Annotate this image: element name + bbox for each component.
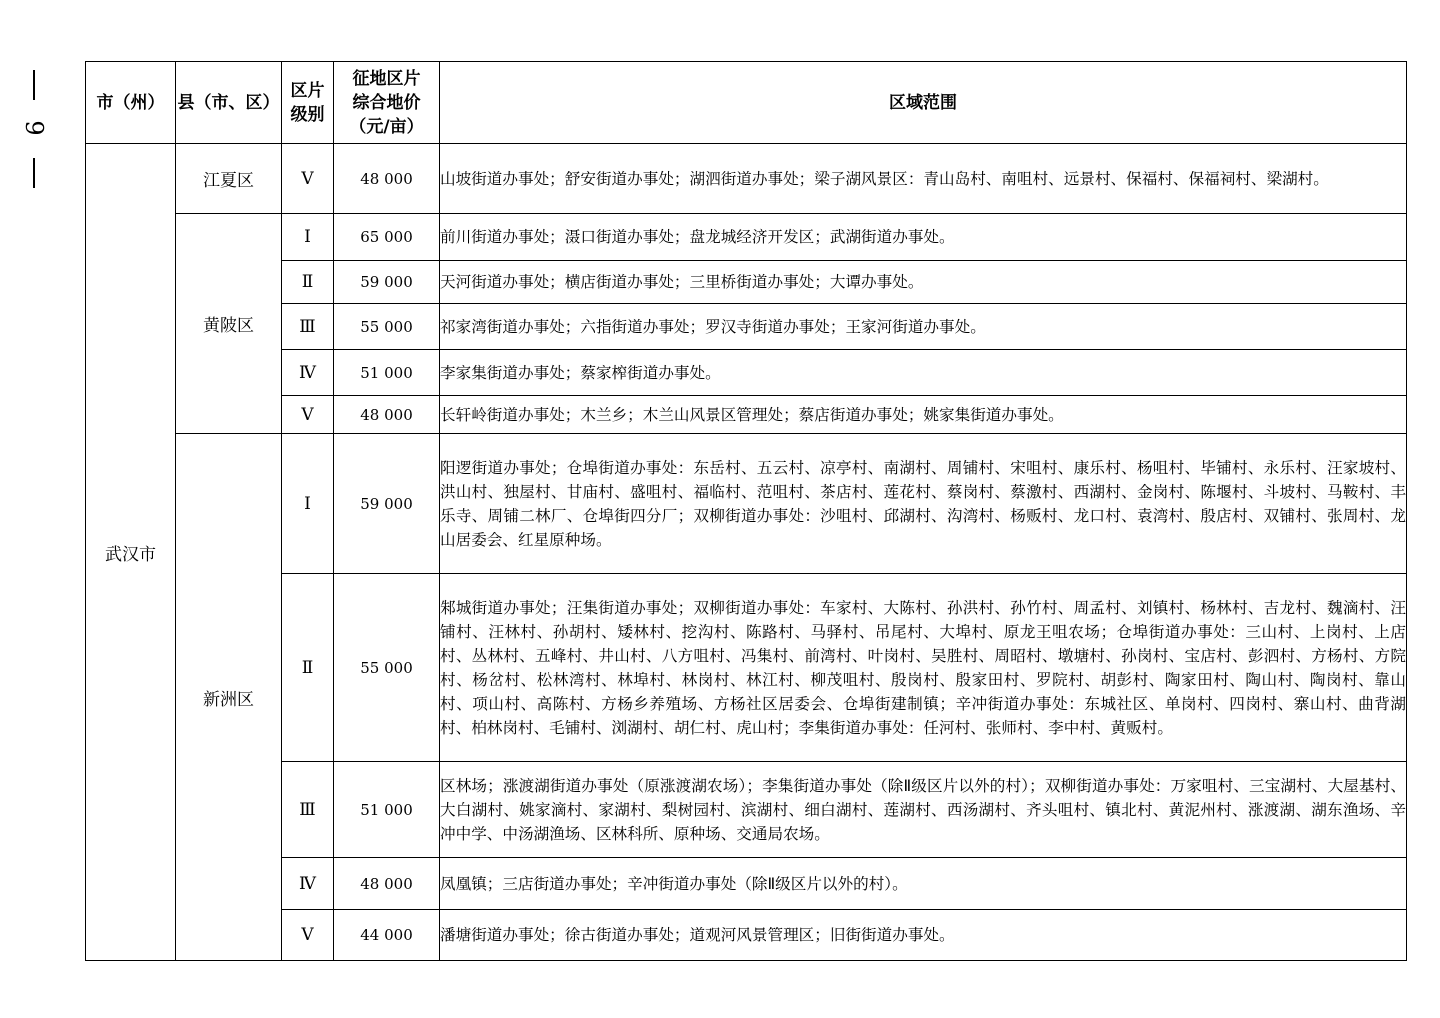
table-row [86, 214, 1407, 261]
price-cell: 44 000 [334, 910, 440, 961]
level-cell: Ⅲ [282, 762, 334, 858]
level-cell: Ⅴ [282, 396, 334, 434]
table-row [86, 910, 1407, 961]
range-cell: 潘塘街道办事处；徐古街道办事处；道观河风景管理区；旧街街道办事处。 [440, 910, 1407, 961]
header-city: 市（州） [86, 62, 176, 144]
range-cell: 长轩岭街道办事处；木兰乡；木兰山风景区管理处；蔡店街道办事处；姚家集街道办事处。 [440, 396, 1407, 434]
page-number [14, 70, 54, 190]
price-cell: 51 000 [334, 762, 440, 858]
county-cell: 江夏区 [176, 144, 282, 214]
header-price-line3: （元/亩） [349, 116, 424, 137]
price-cell: 48 000 [334, 858, 440, 910]
price-cell: 59 000 [334, 434, 440, 574]
table-row [86, 144, 1407, 214]
table-row [86, 350, 1407, 396]
range-cell: 凤凰镇；三店街道办事处；辛冲街道办事处（除Ⅱ级区片以外的村）。 [440, 858, 1407, 910]
range-cell: 区林场；涨渡湖街道办事处（原涨渡湖农场）；李集街道办事处（除Ⅱ级区片以外的村）；双柳街道办事处：万家咀村、三宝湖村、大屋基村、大白湖村、姚家滴村、家湖村、梨树园村、滨湖村、细白湖村、莲湖村、西汤湖村、齐头咀村、镇北村、黄泥州村、涨渡湖、湖东渔场、辛冲中学、中汤湖渔场、区林科所、原种场、交通局农场。 [440, 762, 1407, 858]
level-cell: Ⅳ [282, 350, 334, 396]
price-cell: 55 000 [334, 574, 440, 762]
level-cell: Ⅳ [282, 858, 334, 910]
header-level-line2: 级别 [290, 104, 325, 125]
range-cell: 邾城街道办事处；汪集街道办事处；双柳街道办事处：车家村、大陈村、孙洪村、孙竹村、周孟村、刘镇村、杨林村、吉龙村、魏滴村、汪铺村、汪林村、孙胡村、矮林村、挖沟村、陈路村、马驿村、吊尾村、大埠村、原龙王咀农场；仓埠街道办事处：三山村、上岗村、上店村、丛林村、五峰村、井山村、八方咀村、冯集村、前湾村、叶岗村、吴胜村、周昭村、墩塘村、孙岗村、宝店村、彭泗村、方杨村、方院村、杨岔村、松林湾村、林埠村、林岗村、林江村、柳茂咀村、殷岗村、殷家田村、罗院村、胡彭村、陶家田村、陶山村、陶岗村、靠山村、项山村、高陈村、方杨乡养殖场、方杨社区居委会、仓埠街建制镇；辛冲街道办事处：东城社区、单岗村、四岗村、寨山村、曲背湖村、柏林岗村、毛铺村、浏湖村、胡仁村、虎山村；李集街道办事处：任河村、张师村、李中村、黄贩村。 [440, 574, 1407, 762]
county-cell: 黄陂区 [176, 214, 282, 434]
header-range: 区域范围 [440, 62, 1407, 144]
level-cell: Ⅰ [282, 434, 334, 574]
page-number-text: 9 [20, 120, 48, 136]
range-cell: 前川街道办事处；滠口街道办事处；盘龙城经济开发区；武湖街道办事处。 [440, 214, 1407, 261]
header-price-line2: 综合地价 [352, 92, 421, 113]
table-row [86, 396, 1407, 434]
range-cell: 祁家湾街道办事处；六指街道办事处；罗汉寺街道办事处；王家河街道办事处。 [440, 304, 1407, 350]
table-row [86, 304, 1407, 350]
table-header-row [86, 62, 1407, 144]
header-price [334, 62, 440, 144]
price-cell: 48 000 [334, 396, 440, 434]
range-cell: 山坡街道办事处；舒安街道办事处；湖泗街道办事处；梁子湖风景区：青山岛村、南咀村、远景村、保福村、保福祠村、梁湖村。 [440, 144, 1407, 214]
price-cell: 55 000 [334, 304, 440, 350]
price-cell: 65 000 [334, 214, 440, 261]
page-number-dash-top [33, 70, 35, 100]
level-cell: Ⅲ [282, 304, 334, 350]
header-level-line1: 区片 [290, 80, 325, 101]
price-cell: 48 000 [334, 144, 440, 214]
table-row [86, 858, 1407, 910]
table-row [86, 762, 1407, 858]
level-cell: Ⅰ [282, 214, 334, 261]
land-price-table [85, 61, 1407, 961]
table-row [86, 434, 1407, 574]
header-county: 县（市、区） [176, 62, 282, 144]
header-level [282, 62, 334, 144]
range-cell: 阳逻街道办事处；仓埠街道办事处：东岳村、五云村、凉亭村、南湖村、周铺村、宋咀村、康乐村、杨咀村、毕铺村、永乐村、汪家坡村、洪山村、独屋村、甘庙村、盛咀村、福临村、范咀村、茶店村、莲花村、蔡岗村、蔡激村、西湖村、金岗村、陈堰村、斗坡村、马鞍村、丰乐寺、周铺二林厂、仓埠街四分厂；双柳街道办事处：沙咀村、邱湖村、沟湾村、杨贩村、龙口村、袁湾村、殷店村、双铺村、张周村、龙山居委会、红星原种场。 [440, 434, 1407, 574]
level-cell: Ⅴ [282, 144, 334, 214]
level-cell: Ⅴ [282, 910, 334, 961]
header-price-line1: 征地区片 [352, 68, 421, 89]
range-cell: 天河街道办事处；横店街道办事处；三里桥街道办事处；大谭办事处。 [440, 261, 1407, 304]
table-row [86, 261, 1407, 304]
county-cell: 新洲区 [176, 434, 282, 961]
range-cell: 李家集街道办事处；蔡家榨街道办事处。 [440, 350, 1407, 396]
page-number-dash-bottom [33, 158, 35, 188]
level-cell: Ⅱ [282, 261, 334, 304]
table-row [86, 574, 1407, 762]
city-cell: 武汉市 [86, 144, 176, 961]
price-cell: 51 000 [334, 350, 440, 396]
price-cell: 59 000 [334, 261, 440, 304]
level-cell: Ⅱ [282, 574, 334, 762]
